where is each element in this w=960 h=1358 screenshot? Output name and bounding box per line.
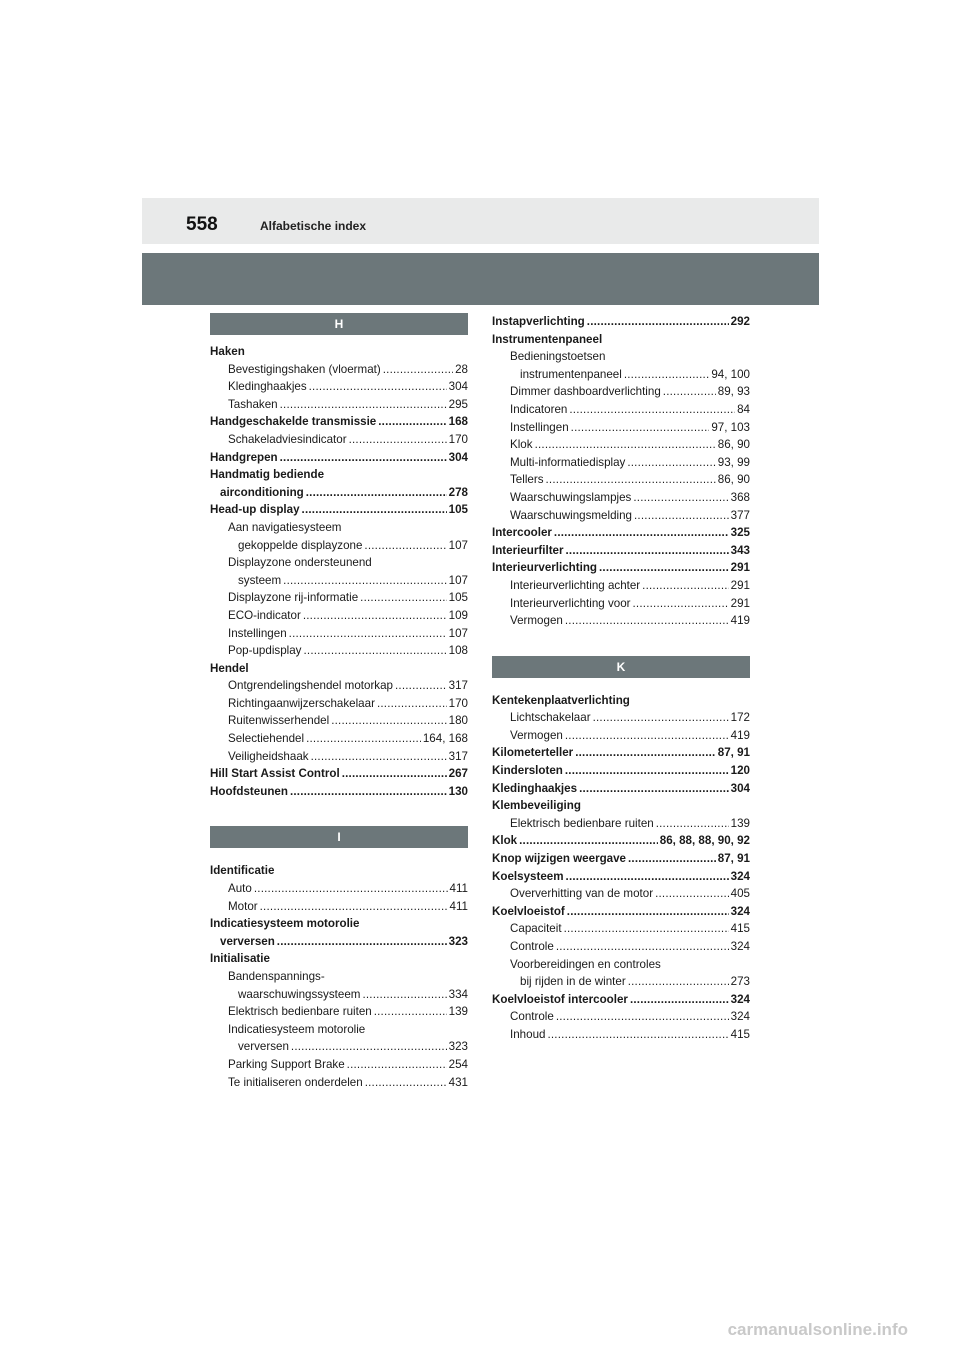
index-entry — [210, 607, 468, 625]
entry-page-ref: 411 — [449, 882, 468, 896]
entry-term: Koelvloeistof intercooler — [492, 992, 628, 1006]
index-entry — [210, 1038, 468, 1056]
index-entry — [210, 695, 468, 713]
entry-term: verversen — [238, 1040, 289, 1054]
entry-term: Hill Start Assist Control — [210, 767, 340, 781]
dot-leader — [365, 1074, 447, 1092]
entry-page-ref: 334 — [448, 987, 468, 1001]
dot-leader — [627, 454, 715, 472]
entry-term: Ontgrendelingshendel motorkap — [228, 679, 393, 693]
entry-term: bij rijden in de winter — [520, 975, 626, 989]
index-entry — [492, 1008, 750, 1026]
index-subheading: Voorbereidingen en controles — [510, 957, 661, 971]
index-entry — [492, 727, 750, 745]
index-entry — [492, 991, 750, 1009]
index-heading: Kentekenplaatverlichting — [492, 693, 630, 707]
index-column-right — [492, 313, 750, 1044]
index-entry — [210, 898, 468, 916]
index-entry — [492, 938, 750, 956]
entry-page-ref: 304 — [448, 450, 468, 464]
index-heading: Identificatie — [210, 864, 275, 878]
entry-page-ref: 304 — [730, 781, 750, 795]
entry-page-ref: 324 — [730, 869, 750, 883]
index-column-left — [210, 313, 468, 1091]
entry-term: Parking Support Brake — [228, 1057, 345, 1071]
dot-leader — [383, 361, 453, 379]
index-subheading: Displayzone ondersteunend — [228, 556, 372, 570]
entry-page-ref: 291 — [730, 596, 750, 610]
dot-leader — [628, 850, 716, 868]
dot-leader — [362, 986, 446, 1004]
dot-leader — [564, 920, 729, 938]
index-entry — [210, 1003, 468, 1021]
index-entry — [492, 436, 750, 454]
entry-page-ref: 325 — [730, 526, 750, 540]
entry-term: Koelvloeistof — [492, 904, 565, 918]
index-entry — [492, 489, 750, 507]
entry-page-ref: 278 — [448, 485, 468, 499]
dot-leader — [554, 524, 729, 542]
entry-term: Lichtschakelaar — [510, 711, 591, 725]
entry-page-ref: 139 — [448, 1005, 468, 1019]
dot-leader — [378, 413, 446, 431]
dot-leader — [628, 973, 729, 991]
dot-leader — [309, 378, 447, 396]
dot-leader — [283, 572, 446, 590]
index-entry — [210, 431, 468, 449]
entry-term: Oververhitting van de motor — [510, 887, 654, 901]
index-entry — [210, 396, 468, 414]
entry-page-ref: 324 — [730, 1010, 750, 1024]
dot-leader — [331, 712, 446, 730]
entry-term: Knop wijzigen weergave — [492, 852, 627, 866]
entry-term: ECO-indicator — [228, 608, 301, 622]
dot-leader — [547, 1026, 728, 1044]
entry-term: Kledinghaakjes — [228, 380, 307, 394]
dot-leader — [280, 449, 447, 467]
dot-leader — [565, 612, 729, 630]
entry-term: Klok — [510, 438, 533, 452]
entry-term: gekoppelde displayzone — [238, 538, 363, 552]
entry-page-ref: 411 — [449, 899, 468, 913]
dot-leader — [630, 991, 729, 1009]
dot-leader — [567, 903, 729, 921]
index-entry — [210, 625, 468, 643]
entry-page-ref: 139 — [730, 816, 750, 830]
dot-leader — [302, 501, 447, 519]
entry-term: Klok — [492, 834, 518, 848]
index-entry — [492, 595, 750, 613]
entry-page-ref: 415 — [730, 1027, 750, 1041]
dot-leader — [374, 1003, 447, 1021]
dot-leader — [349, 431, 447, 449]
index-entry — [210, 765, 468, 783]
index-entry — [492, 885, 750, 903]
dot-leader — [277, 933, 447, 951]
entry-term: Tellers — [510, 473, 544, 487]
entry-term: Pop-updisplay — [228, 644, 302, 658]
entry-page-ref: 419 — [730, 614, 750, 628]
entry-term: Head-up display — [210, 503, 300, 517]
dot-leader — [519, 832, 658, 850]
dot-leader — [311, 748, 447, 766]
entry-term: Instellingen — [228, 626, 287, 640]
dot-leader — [360, 589, 447, 607]
entry-term: Auto — [228, 882, 252, 896]
entry-page-ref: 84 — [737, 402, 750, 416]
index-heading: Instrumentenpaneel — [492, 332, 603, 346]
index-entry — [492, 313, 750, 331]
index-entry — [492, 762, 750, 780]
section-letter-i: I — [210, 826, 468, 848]
index-heading: Indicatiesysteem motorolie — [210, 917, 360, 931]
index-entry — [210, 933, 468, 951]
entry-term: Elektrisch bedienbare ruiten — [510, 816, 654, 830]
entry-page-ref: 317 — [448, 749, 468, 763]
dot-leader — [633, 489, 728, 507]
index-heading: Hendel — [210, 661, 249, 675]
index-entry — [210, 361, 468, 379]
dot-leader — [556, 1008, 729, 1026]
entry-page-ref: 292 — [730, 315, 750, 328]
entry-page-ref: 415 — [730, 922, 750, 936]
section-title: Alfabetische index — [260, 219, 367, 233]
index-entry — [210, 730, 468, 748]
entry-term: Richtingaanwijzerschakelaar — [228, 696, 375, 710]
entry-term: Interieurverlichting voor — [510, 596, 631, 610]
entry-page-ref: 94, 100 — [711, 367, 750, 381]
index-entry — [492, 780, 750, 798]
dot-leader — [656, 815, 729, 833]
entry-page-ref: 86, 90 — [717, 438, 750, 452]
entry-page-ref: 89, 93 — [717, 385, 750, 399]
index-entry — [210, 1074, 468, 1092]
entry-page-ref: 405 — [730, 887, 750, 901]
index-entry — [210, 783, 468, 801]
dot-leader — [633, 595, 729, 613]
entry-term: waarschuwingssysteem — [238, 987, 361, 1001]
index-entry — [492, 454, 750, 472]
entry-term: Instellingen — [510, 420, 569, 434]
entry-page-ref: 324 — [730, 940, 750, 953]
dot-leader — [535, 436, 716, 454]
entry-term: Handgeschakelde transmissie — [210, 415, 377, 429]
entry-page-ref: 267 — [448, 767, 468, 781]
entry-page-ref: 180 — [448, 714, 468, 728]
index-subheading: Aan navigatiesysteem — [228, 520, 342, 534]
entry-page-ref: 97, 103 — [711, 420, 750, 434]
section-letter-k: K — [492, 656, 750, 678]
index-entry — [210, 748, 468, 766]
index-entry — [210, 378, 468, 396]
dot-leader — [663, 383, 716, 401]
entry-page-ref: 28 — [455, 362, 468, 376]
dot-leader — [291, 1038, 447, 1056]
entry-page-ref: 164, 168 — [422, 732, 468, 746]
entry-term: Dimmer dashboardverlichting — [510, 385, 661, 399]
entry-page-ref: 304 — [448, 380, 468, 394]
dot-leader — [303, 642, 446, 660]
entry-term: Interieurverlichting achter — [510, 578, 641, 592]
dot-leader — [587, 313, 729, 331]
index-heading: Handmatig bediende — [210, 468, 325, 482]
entry-term: Kledinghaakjes — [492, 781, 578, 795]
index-entry — [492, 903, 750, 921]
dot-leader — [566, 542, 729, 560]
entry-term: Motor — [228, 899, 258, 913]
entry-page-ref: 317 — [448, 679, 468, 693]
index-entry — [492, 868, 750, 886]
index-entry — [210, 712, 468, 730]
entry-term: Inhoud — [510, 1027, 546, 1041]
dot-leader — [565, 727, 729, 745]
entry-term: Hoofdsteunen — [210, 784, 288, 798]
entry-term: airconditioning — [220, 485, 304, 499]
index-entry — [492, 542, 750, 560]
index-entry — [492, 366, 750, 384]
entry-term: Vermogen — [510, 728, 563, 742]
entry-term: instrumentenpaneel — [520, 367, 622, 381]
entry-page-ref: 105 — [448, 503, 468, 517]
index-entry — [492, 419, 750, 437]
entry-term: systeem — [238, 573, 282, 587]
entry-page-ref: 273 — [730, 975, 750, 989]
index-entry — [492, 559, 750, 577]
index-entry — [210, 589, 468, 607]
index-entry — [210, 986, 468, 1004]
index-entry — [210, 572, 468, 590]
entry-term: Schakeladviesindicator — [228, 432, 347, 446]
index-heading: Initialisatie — [210, 952, 270, 966]
entry-term: Instapverlichting — [492, 315, 585, 328]
entry-page-ref: 107 — [448, 538, 468, 552]
entry-page-ref: 120 — [730, 764, 750, 778]
index-entry — [492, 524, 750, 542]
entry-term: Elektrisch bedienbare ruiten — [228, 1005, 372, 1019]
dot-leader — [569, 401, 735, 419]
index-entry — [210, 484, 468, 502]
entry-term: Interieurfilter — [492, 543, 564, 557]
dot-leader — [303, 607, 447, 625]
page-header-bar — [142, 198, 819, 244]
dot-leader — [634, 507, 729, 525]
index-entry — [492, 920, 750, 938]
index-entry — [210, 1056, 468, 1074]
index-entry — [210, 501, 468, 519]
dot-leader — [642, 577, 728, 595]
entry-term: Capaciteit — [510, 922, 562, 936]
entry-term: Kindersloten — [492, 764, 563, 778]
entry-page-ref: 291 — [730, 561, 750, 575]
entry-page-ref: 93, 99 — [717, 455, 750, 469]
entry-page-ref: 86, 88, 88, 90, 92 — [659, 834, 750, 848]
entry-page-ref: 324 — [730, 992, 750, 1006]
entry-page-ref: 368 — [730, 490, 750, 504]
entry-page-ref: 87, 91 — [717, 852, 750, 866]
dot-leader — [593, 709, 729, 727]
dot-leader — [546, 471, 716, 489]
index-entry — [492, 832, 750, 850]
dot-leader — [347, 1056, 447, 1074]
index-entry — [492, 1026, 750, 1044]
entry-term: Waarschuwingslampjes — [510, 490, 632, 504]
entry-page-ref: 323 — [448, 934, 468, 948]
entry-page-ref: 291 — [730, 578, 750, 592]
entry-page-ref: 130 — [448, 784, 468, 798]
entry-page-ref: 254 — [448, 1057, 468, 1071]
dot-leader — [290, 783, 447, 801]
entry-term: Controle — [510, 940, 554, 953]
section-letter-h: H — [210, 313, 468, 335]
entry-page-ref: 109 — [448, 608, 468, 622]
entry-page-ref: 377 — [730, 508, 750, 522]
dot-leader — [575, 744, 716, 762]
index-entry — [492, 401, 750, 419]
dot-leader — [377, 695, 447, 713]
index-entry — [492, 744, 750, 762]
index-entry — [210, 642, 468, 660]
dot-leader — [395, 677, 447, 695]
entry-term: Interieurverlichting — [492, 561, 598, 575]
dot-leader — [571, 419, 710, 437]
entry-term: Kilometerteller — [492, 746, 574, 760]
entry-term: Vermogen — [510, 614, 563, 628]
entry-term: Handgrepen — [210, 450, 278, 464]
entry-term: Selectiehendel — [228, 732, 305, 746]
entry-term: Displayzone rij-informatie — [228, 591, 359, 605]
entry-page-ref: 324 — [730, 904, 750, 918]
entry-term: Koelsysteem — [492, 869, 564, 883]
entry-page-ref: 172 — [730, 711, 750, 725]
entry-term: Controle — [510, 1010, 554, 1024]
dot-leader — [624, 366, 709, 384]
dot-leader — [260, 898, 448, 916]
dot-leader — [599, 559, 729, 577]
entry-page-ref: 107 — [448, 573, 468, 587]
entry-term: Tashaken — [228, 397, 278, 411]
entry-term: Waarschuwingsmelding — [510, 508, 633, 522]
entry-page-ref: 170 — [448, 696, 468, 710]
entry-term: Te initialiseren onderdelen — [228, 1075, 363, 1089]
index-entry — [492, 973, 750, 991]
index-entry — [492, 471, 750, 489]
watermark: carmanualsonline.info — [727, 1320, 908, 1339]
entry-page-ref: 323 — [448, 1040, 468, 1054]
page-number: 558 — [186, 214, 218, 235]
dot-leader — [565, 762, 729, 780]
index-entry — [492, 815, 750, 833]
dot-leader — [280, 396, 447, 414]
index-heading: Haken — [210, 345, 245, 358]
entry-term: Veiligheidshaak — [228, 749, 309, 763]
index-entry — [492, 577, 750, 595]
index-entry — [210, 537, 468, 555]
entry-term: Intercooler — [492, 526, 552, 540]
header-band — [142, 253, 819, 305]
entry-term: Indicatoren — [510, 402, 568, 416]
entry-page-ref: 419 — [730, 728, 750, 742]
entry-page-ref: 105 — [448, 591, 468, 605]
dot-leader — [306, 484, 447, 502]
entry-page-ref: 431 — [448, 1075, 468, 1089]
index-entry — [210, 449, 468, 467]
index-entry — [492, 507, 750, 525]
entry-page-ref: 170 — [448, 432, 468, 446]
index-entry — [492, 383, 750, 401]
entry-page-ref: 107 — [448, 626, 468, 640]
index-entry — [492, 612, 750, 630]
dot-leader — [289, 625, 447, 643]
entry-page-ref: 108 — [448, 644, 468, 658]
dot-leader — [566, 868, 729, 886]
dot-leader — [364, 537, 446, 555]
index-subheading: Indicatiesysteem motorolie — [228, 1022, 366, 1036]
entry-page-ref: 295 — [448, 397, 468, 411]
dot-leader — [655, 885, 729, 903]
entry-page-ref: 87, 91 — [717, 746, 750, 760]
entry-term: Multi-informatiedisplay — [510, 455, 626, 469]
index-entry — [210, 880, 468, 898]
index-entry — [210, 677, 468, 695]
entry-term: verversen — [220, 934, 275, 948]
index-subheading: Bedieningstoetsen — [510, 350, 606, 364]
dot-leader — [579, 780, 729, 798]
entry-term: Ruitenwisserhendel — [228, 714, 330, 728]
dot-leader — [342, 765, 447, 783]
dot-leader — [556, 938, 729, 956]
dot-leader — [254, 880, 448, 898]
index-heading: Klembeveiliging — [492, 799, 581, 813]
index-entry — [492, 709, 750, 727]
entry-page-ref: 343 — [730, 543, 750, 557]
dot-leader — [306, 730, 421, 748]
index-entry — [210, 413, 468, 431]
entry-term: Bevestigingshaken (vloermat) — [228, 362, 381, 376]
index-entry — [492, 850, 750, 868]
entry-page-ref: 86, 90 — [717, 473, 750, 487]
index-subheading: Bandenspannings- — [228, 970, 325, 983]
entry-page-ref: 168 — [448, 415, 468, 429]
